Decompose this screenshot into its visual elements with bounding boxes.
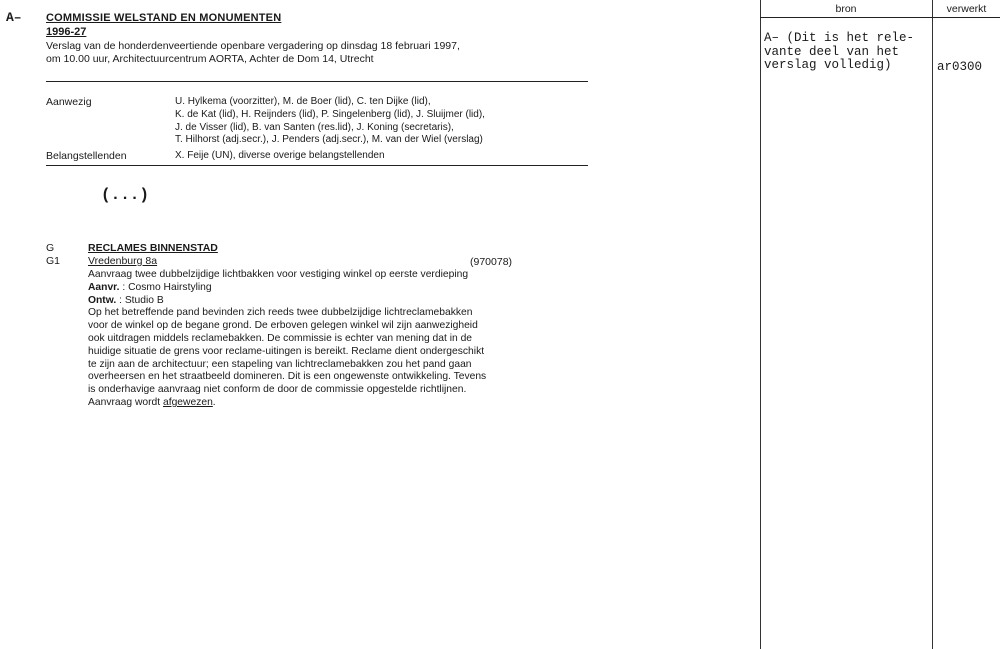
processed-code: ar0300 xyxy=(937,60,983,74)
designer-row xyxy=(88,295,578,308)
presence-label: Aanwezig xyxy=(46,96,92,108)
section-code: G xyxy=(46,242,55,254)
presence-list xyxy=(175,96,595,147)
item-body xyxy=(88,269,578,410)
section-title: RECLAMES BINNENSTAD xyxy=(88,242,218,254)
presence-line: U. Hylkema (voorzitter), M. de Boer (lid), C. ten Dijke (lid), xyxy=(175,96,431,107)
source-note xyxy=(764,32,929,73)
document-year: 1996-27 xyxy=(46,26,87,38)
verdict-prefix: Aanvraag wordt xyxy=(88,396,163,408)
intro-text xyxy=(46,40,586,66)
body-line: ook uitdragen middels reclamebakken. De commissie is echter van mening dat in de xyxy=(88,332,473,344)
body-line: huidige situatie de grens voor reclame-uitingen is bereikt. Reclame dient ondergeschikt xyxy=(88,345,485,357)
verdict xyxy=(88,397,578,410)
note-line: verslag volledig) xyxy=(764,58,892,72)
verdict-suffix: . xyxy=(212,396,216,408)
item-address: Vredenburg 8a xyxy=(88,255,158,267)
item-request: Aanvraag twee dubbelzijdige lichtbakken voor vestiging winkel op eerste verdieping xyxy=(88,269,469,280)
stakeholders-label: Belangstellenden xyxy=(46,150,127,162)
applicant-row xyxy=(88,282,578,295)
item-code: G1 xyxy=(46,255,61,267)
document-heading: COMMISSIE WELSTAND EN MONUMENTEN xyxy=(46,12,282,24)
applicant-label: Aanvr. xyxy=(88,281,120,293)
stakeholders-text: X. Feije (UN), diverse overige belangstellenden xyxy=(175,150,385,161)
designer-value: : Studio B xyxy=(119,294,164,306)
divider xyxy=(46,165,588,166)
divider xyxy=(46,81,588,82)
note-line: A– (Dit is het rele- xyxy=(764,31,915,45)
body-line: is onderhavige aanvraag niet conform de door de commissie opgestelde richtlijnen. xyxy=(88,384,467,396)
body-line: voor de winkel op de begane grond. De erboven gelegen winkel wil zijn aanwezigheid xyxy=(88,320,478,332)
column-border-middle xyxy=(932,0,933,649)
column-border-left xyxy=(760,0,761,649)
presence-line: K. de Kat (lid), H. Reijnders (lid), P. Singelenberg (lid), J. Sluijmer (lid), xyxy=(175,108,485,120)
presence-line: T. Hilhorst (adj.secr.), J. Penders (adj.secr.), M. van der Wiel (verslag) xyxy=(175,134,483,146)
column-header-source: bron xyxy=(835,3,857,15)
verdict-word: afgewezen xyxy=(162,396,213,408)
note-line: vante deel van het xyxy=(764,44,900,59)
body-line: overheersen en het straatbeeld domineren. Dit is een ongewenste ontwikkeling. Tevens xyxy=(88,371,487,383)
intro-line: om 10.00 uur, Architectuurcentrum AORTA, Achter de Dom 14, Utrecht xyxy=(46,53,374,65)
margin-mark: A– xyxy=(6,10,22,25)
intro-line: Verslag van de honderdenveertiende openbare vergadering op dinsdag 18 februari 1997, xyxy=(46,40,460,52)
item-number: (970078) xyxy=(470,256,513,268)
header-divider xyxy=(760,17,1000,18)
body-line: te zijn aan de architectuur; een stapeling van lichtreclamebakken zou het pand gaan xyxy=(88,358,472,370)
column-header-processed: verwerkt xyxy=(946,3,987,15)
applicant-value: : Cosmo Hairstyling xyxy=(122,281,212,293)
body-line: Op het betreffende pand bevinden zich reeds twee dubbelzijdige lichtreclamebakken xyxy=(88,307,473,319)
designer-label: Ontw. xyxy=(88,294,117,306)
omission-ellipsis: (...) xyxy=(101,186,150,204)
presence-line: J. de Visser (lid), B. van Santen (res.lid), J. Koning (secretaris), xyxy=(175,121,454,133)
